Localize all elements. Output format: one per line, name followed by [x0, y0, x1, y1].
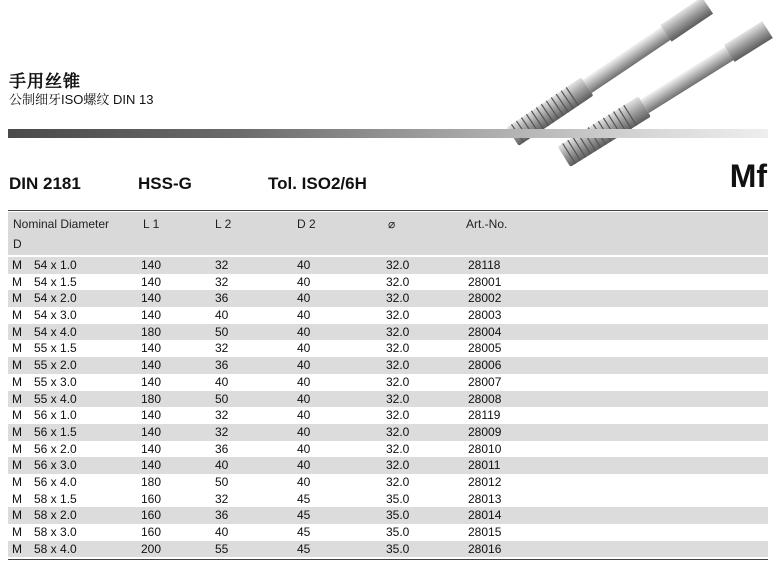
cell-l1: 140 [141, 374, 162, 389]
hand-taps-image [455, 0, 777, 170]
cell-l1: 140 [141, 408, 162, 423]
cell-diameter: 58 x 2.0 [34, 508, 77, 523]
cell-prefix: M [12, 491, 22, 506]
cell-square: 32.0 [386, 424, 410, 439]
cell-l1: 140 [141, 441, 162, 456]
table-row [8, 491, 768, 508]
cell-d2: 40 [297, 458, 311, 473]
cell-diameter: 54 x 4.0 [34, 324, 77, 339]
cell-art-no: 28016 [468, 541, 502, 556]
cell-l2: 40 [215, 525, 229, 539]
cell-square: 35.0 [386, 508, 410, 523]
cell-l2: 50 [215, 391, 229, 406]
cell-l1: 180 [141, 324, 162, 339]
cell-art-no: 28118 [468, 258, 501, 272]
spec-tolerance: Tol. ISO2/6H [268, 174, 367, 193]
cell-square: 35.0 [386, 525, 410, 539]
cell-art-no: 28014 [468, 508, 502, 523]
cell-l1: 200 [141, 541, 162, 556]
cell-art-no: 28004 [468, 324, 502, 339]
cell-square: 32.0 [386, 341, 410, 356]
cell-diameter: 54 x 1.5 [34, 274, 77, 289]
cell-l1: 140 [141, 308, 162, 323]
cell-prefix: M [12, 308, 22, 323]
thread-code: Mf [729, 158, 767, 194]
table-row [8, 391, 768, 408]
cell-prefix: M [12, 424, 22, 439]
table-body [8, 257, 768, 557]
cell-l2: 50 [215, 324, 229, 339]
cell-d2: 40 [297, 358, 311, 373]
cell-diameter: 55 x 4.0 [34, 391, 77, 406]
cell-square: 32.0 [386, 358, 410, 373]
cell-art-no: 28002 [468, 291, 502, 306]
cell-l2: 40 [215, 374, 229, 389]
cell-diameter: 56 x 2.0 [34, 441, 77, 456]
header-art-no: Art.-No. [466, 217, 508, 231]
cell-square: 32.0 [386, 474, 410, 489]
cell-prefix: M [12, 391, 22, 406]
table-row [8, 374, 768, 391]
cell-art-no: 28005 [468, 341, 502, 356]
square-size-icon: ⌀ [388, 217, 396, 231]
table-row [8, 407, 768, 424]
table-row [8, 441, 768, 458]
cell-art-no: 28009 [468, 424, 502, 439]
cell-square: 35.0 [386, 541, 410, 556]
cell-l2: 32 [215, 258, 229, 272]
cell-diameter: 56 x 3.0 [34, 458, 77, 473]
cell-diameter: 58 x 1.5 [34, 491, 77, 506]
cell-art-no: 28001 [468, 274, 502, 289]
cell-l1: 140 [141, 458, 162, 473]
cell-d2: 45 [297, 508, 311, 523]
cell-art-no: 28007 [468, 374, 502, 389]
cell-art-no: 28010 [468, 441, 502, 456]
table-row [8, 357, 768, 374]
cell-d2: 40 [297, 258, 311, 272]
cell-prefix: M [12, 474, 22, 489]
cell-diameter: 55 x 2.0 [34, 358, 77, 373]
cell-l2: 32 [215, 491, 229, 506]
cell-l2: 32 [215, 424, 229, 439]
table-row [8, 324, 768, 341]
cell-l1: 140 [141, 358, 162, 373]
cell-prefix: M [12, 358, 22, 373]
cell-d2: 40 [297, 274, 311, 289]
cell-l2: 50 [215, 474, 229, 489]
cell-diameter: 58 x 4.0 [34, 541, 77, 556]
cell-l2: 32 [215, 274, 229, 289]
spec-din: DIN 2181 [9, 174, 81, 193]
cell-art-no: 28006 [468, 358, 502, 373]
cell-square: 32.0 [386, 324, 410, 339]
cell-l1: 160 [141, 508, 162, 523]
table-bottom-rule [8, 559, 768, 560]
header-gradient-band [8, 129, 768, 138]
cell-prefix: M [12, 341, 22, 356]
cell-l1: 180 [141, 391, 162, 406]
table-row [8, 424, 768, 441]
cell-diameter: 54 x 2.0 [34, 291, 77, 306]
cell-art-no: 28119 [468, 408, 501, 423]
cell-art-no: 28008 [468, 391, 502, 406]
cell-prefix: M [12, 291, 22, 306]
cell-l2: 32 [215, 341, 229, 356]
header-nominal-sub: D [13, 237, 22, 251]
table-header [8, 212, 768, 255]
header-nominal-diameter: Nominal Diameter [13, 217, 110, 231]
table-row [8, 541, 768, 558]
cell-prefix: M [12, 274, 22, 289]
header-l2: L 2 [215, 217, 232, 231]
cell-l1: 140 [141, 274, 162, 289]
cell-l2: 36 [215, 291, 229, 306]
cell-diameter: 56 x 1.0 [34, 408, 77, 423]
table-row [8, 507, 768, 524]
cell-d2: 40 [297, 291, 311, 306]
cell-l2: 36 [215, 508, 229, 523]
cell-prefix: M [12, 458, 22, 473]
cell-l1: 140 [141, 258, 162, 272]
cell-prefix: M [12, 324, 22, 339]
cell-d2: 40 [297, 324, 311, 339]
cell-square: 32.0 [386, 308, 410, 323]
cell-d2: 40 [297, 441, 311, 456]
cell-square: 35.0 [386, 491, 410, 506]
cell-d2: 40 [297, 374, 311, 389]
table-row [8, 457, 768, 474]
cell-prefix: M [12, 258, 22, 272]
cell-l2: 40 [215, 308, 229, 323]
header-d2: D 2 [297, 217, 316, 231]
cell-art-no: 28013 [468, 491, 502, 506]
cell-prefix: M [12, 508, 22, 523]
cell-l1: 140 [141, 424, 162, 439]
cell-art-no: 28003 [468, 308, 502, 323]
cell-l2: 55 [215, 541, 229, 556]
cell-d2: 40 [297, 424, 311, 439]
page-title: 手用丝锥 [9, 72, 81, 91]
cell-d2: 45 [297, 541, 311, 556]
header-l1: L 1 [143, 217, 160, 231]
table-row [8, 524, 768, 541]
cell-diameter: 54 x 3.0 [34, 308, 77, 323]
spec-material: HSS-G [138, 174, 192, 193]
cell-d2: 45 [297, 491, 311, 506]
cell-diameter: 56 x 1.5 [34, 424, 77, 439]
cell-square: 32.0 [386, 408, 410, 423]
cell-prefix: M [12, 374, 22, 389]
cell-art-no: 28012 [468, 474, 502, 489]
cell-d2: 45 [297, 525, 311, 539]
cell-l2: 36 [215, 358, 229, 373]
cell-square: 32.0 [386, 258, 410, 272]
cell-square: 32.0 [386, 291, 410, 306]
table-row [8, 307, 768, 324]
cell-l2: 32 [215, 408, 229, 423]
cell-prefix: M [12, 441, 22, 456]
cell-square: 32.0 [386, 391, 410, 406]
cell-diameter: 54 x 1.0 [34, 258, 77, 272]
cell-l1: 140 [141, 291, 162, 306]
cell-l2: 40 [215, 458, 229, 473]
cell-diameter: 58 x 3.0 [34, 525, 77, 539]
cell-l1: 160 [141, 491, 162, 506]
cell-l1: 160 [141, 525, 162, 539]
cell-d2: 40 [297, 308, 311, 323]
table-row [8, 474, 768, 491]
page-subtitle: 公制细牙ISO螺纹 DIN 13 [9, 92, 154, 107]
cell-d2: 40 [297, 474, 311, 489]
cell-square: 32.0 [386, 374, 410, 389]
cell-art-no: 28011 [468, 458, 501, 473]
table-row [8, 290, 768, 307]
cell-prefix: M [12, 525, 22, 539]
cell-l2: 36 [215, 441, 229, 456]
cell-prefix: M [12, 408, 22, 423]
cell-square: 32.0 [386, 458, 410, 473]
table-row [8, 274, 768, 291]
table-row [8, 340, 768, 357]
cell-art-no: 28015 [468, 525, 502, 539]
cell-l1: 180 [141, 474, 162, 489]
cell-square: 32.0 [386, 274, 410, 289]
cell-d2: 40 [297, 408, 311, 423]
cell-d2: 40 [297, 341, 311, 356]
table-top-rule [8, 210, 768, 211]
cell-d2: 40 [297, 391, 311, 406]
cell-l1: 140 [141, 341, 162, 356]
cell-square: 32.0 [386, 441, 410, 456]
cell-diameter: 55 x 3.0 [34, 374, 77, 389]
table-row [8, 257, 768, 274]
cell-diameter: 55 x 1.5 [34, 341, 77, 356]
cell-diameter: 56 x 4.0 [34, 474, 77, 489]
cell-prefix: M [12, 541, 22, 556]
